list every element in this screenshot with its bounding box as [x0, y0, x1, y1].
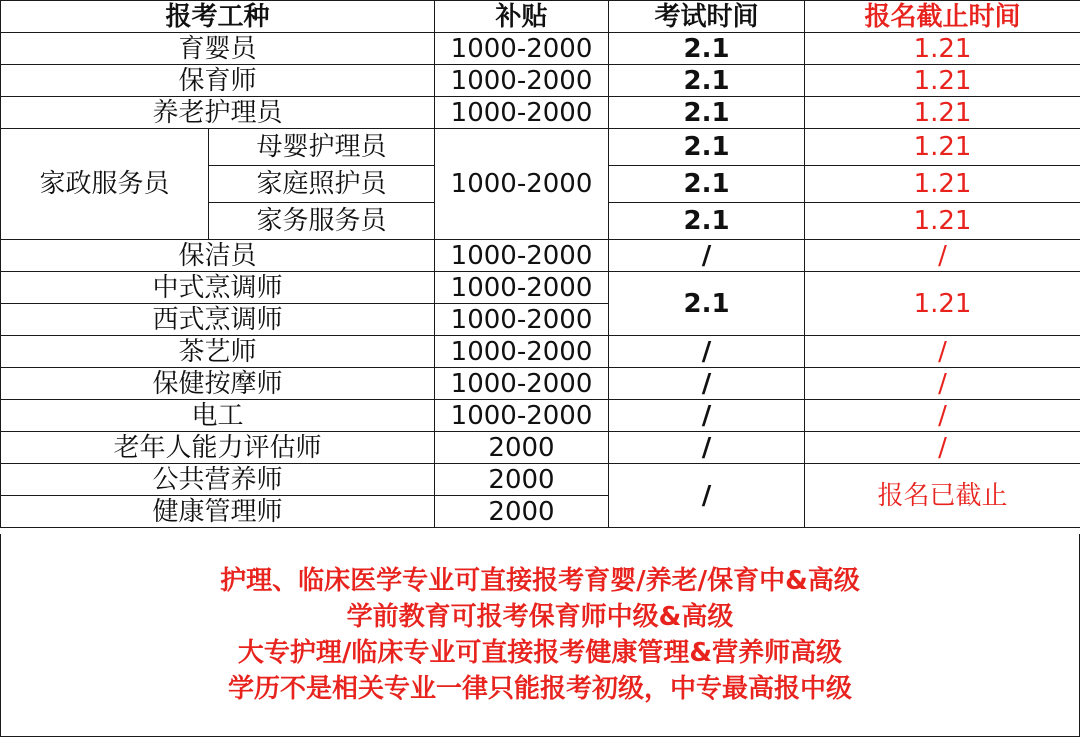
deadline-cell: /	[805, 336, 1080, 368]
exam-time-cell: 2.1	[609, 33, 805, 65]
header-subsidy: 补贴	[435, 1, 609, 33]
note-line: 学前教育可报考保育师中级&高级	[346, 602, 734, 632]
note-line: 大专护理/临床专业可直接报考健康管理&营养师高级	[237, 638, 843, 668]
job-cell: 电工	[1, 400, 435, 432]
subsidy-cell: 1000-2000	[435, 97, 609, 129]
deadline-cell: /	[805, 368, 1080, 400]
table-row	[1, 400, 1080, 432]
exam-time-cell: 2.1	[609, 272, 805, 336]
table-row	[1, 129, 1080, 166]
job-cell: 中式烹调师	[1, 272, 435, 304]
job-cell: 茶艺师	[1, 336, 435, 368]
sub-job-cell: 家庭照护员	[209, 166, 435, 203]
job-cell: 育婴员	[1, 33, 435, 65]
table-row	[1, 336, 1080, 368]
sub-job-cell: 家务服务员	[209, 203, 435, 240]
deadline-cell: /	[805, 240, 1080, 272]
subsidy-cell: 1000-2000	[435, 336, 609, 368]
job-cell: 保健按摩师	[1, 368, 435, 400]
sub-job-cell: 母婴护理员	[209, 129, 435, 166]
subsidy-cell: 1000-2000	[435, 240, 609, 272]
job-cell: 保洁员	[1, 240, 435, 272]
table-row	[1, 33, 1080, 65]
header-job: 报考工种	[1, 1, 435, 33]
table-row	[1, 272, 1080, 304]
subsidy-cell: 1000-2000	[435, 400, 609, 432]
table-row	[1, 240, 1080, 272]
notes-box	[0, 534, 1080, 737]
table-row	[1, 368, 1080, 400]
exam-time-cell: 2.1	[609, 129, 805, 166]
exam-time-cell: /	[609, 464, 805, 528]
exam-time-cell: /	[609, 368, 805, 400]
deadline-cell: 1.21	[805, 166, 1080, 203]
deadline-cell: 1.21	[805, 65, 1080, 97]
job-cell: 西式烹调师	[1, 304, 435, 336]
job-cell: 老年人能力评估师	[1, 432, 435, 464]
deadline-cell: 1.21	[805, 203, 1080, 240]
subsidy-cell: 2000	[435, 432, 609, 464]
exam-time-cell: /	[609, 336, 805, 368]
deadline-cell: 1.21	[805, 129, 1080, 166]
exam-time-cell: 2.1	[609, 65, 805, 97]
subsidy-cell: 1000-2000	[435, 129, 609, 240]
header-deadline: 报名截止时间	[805, 1, 1080, 33]
table-row	[1, 464, 1080, 496]
header-exam-time: 考试时间	[609, 1, 805, 33]
table-row	[1, 432, 1080, 464]
job-cell: 保育师	[1, 65, 435, 97]
note-line: 护理、临床医学专业可直接报考育婴/养老/保育中&高级	[220, 566, 860, 596]
exam-time-cell: /	[609, 240, 805, 272]
subsidy-cell: 1000-2000	[435, 368, 609, 400]
table-row	[1, 65, 1080, 97]
deadline-cell: /	[805, 432, 1080, 464]
exam-time-cell: 2.1	[609, 203, 805, 240]
job-cell: 养老护理员	[1, 97, 435, 129]
subsidy-cell: 1000-2000	[435, 272, 609, 304]
exam-time-cell: /	[609, 432, 805, 464]
job-cell: 健康管理师	[1, 496, 435, 528]
exam-time-cell: 2.1	[609, 97, 805, 129]
note-line: 学历不是相关专业一律只能报考初级，中专最高报中级	[227, 674, 852, 704]
exam-time-cell: 2.1	[609, 166, 805, 203]
exam-time-cell: /	[609, 400, 805, 432]
deadline-cell: /	[805, 400, 1080, 432]
table-row	[1, 97, 1080, 129]
deadline-cell: 1.21	[805, 33, 1080, 65]
deadline-cell: 报名已截止	[805, 464, 1080, 528]
subsidy-cell: 1000-2000	[435, 33, 609, 65]
subsidy-cell: 1000-2000	[435, 304, 609, 336]
header-row	[1, 1, 1080, 33]
job-cell: 公共营养师	[1, 464, 435, 496]
deadline-cell: 1.21	[805, 97, 1080, 129]
subsidy-cell: 1000-2000	[435, 65, 609, 97]
subsidy-cell: 2000	[435, 496, 609, 528]
deadline-cell: 1.21	[805, 272, 1080, 336]
subsidy-cell: 2000	[435, 464, 609, 496]
job-group-cell: 家政服务员	[1, 129, 209, 240]
